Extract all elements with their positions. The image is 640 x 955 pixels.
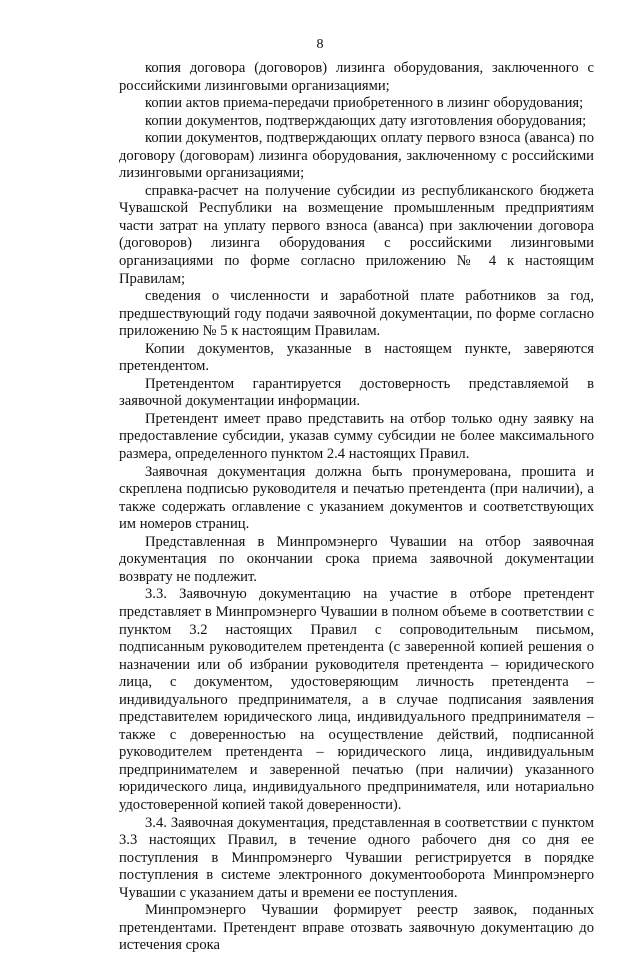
paragraph-registry: Минпромэнерго Чувашии формирует реестр заявок, поданных претендентами. Претендент вправе отозвать заявочную документацию до истечения срока <box>119 902 594 954</box>
paragraph-numbering: Заявочная документация должна быть пронумерована, прошита и скреплена подписью руководителя и печатью претендента (при наличии), а также содержать оглавление с указанием документов и соответствующих им номеров страниц. <box>119 463 594 533</box>
paragraph-copies-certified: Копии документов, указанные в настоящем пункте, заверяются претендентом. <box>119 340 594 375</box>
paragraph-one-application: Претендент имеет право представить на отбор только одну заявку на предоставление субсидии, указав сумму субсидии не более максимального размера, определенного пунктом 2.4 настоящих Правил. <box>119 410 594 463</box>
paragraph-reliability: Претендентом гарантируется достоверность представляемой в заявочной документации информации. <box>119 375 594 410</box>
paragraph-first-payment: копии документов, подтверждающих оплату первого взноса (аванса) по договору (договорам) лизинга оборудования, заключенному с российскими лизинговыми организациями; <box>119 130 594 182</box>
paragraph-staff-info: сведения о численности и заработной плате работников за год, предшествующий году подачи заявочной документации, по форме согласно приложению № 5 к настоящим Правилам. <box>119 288 594 340</box>
paragraph-section-3-4: 3.4. Заявочная документация, представленная в соответствии с пунктом 3.3 настоящих Правил, в течение одного рабочего дня со дня ее поступления в Минпромэнерго Чувашии регистрируется в порядке поступления в системе электронного документооборота Минпромэнерго Чувашии с указанием даты и времени ее поступления. <box>119 814 594 901</box>
paragraph-manufacture-date: копии документов, подтверждающих дату изготовления оборудования; <box>145 112 587 129</box>
document-body <box>119 60 594 955</box>
paragraph-subsidy-calculation: справка-расчет на получение субсидии из республиканского бюджета Чувашской Республики на возмещение промышленным предприятиям части затрат на уплату первого взноса (аванса) при заключении договора (договоров) лизинга оборудования с российскими лизинговыми организациями по форме согласно приложению № 4 к настоящим Правилам; <box>119 182 594 287</box>
paragraph-no-return: Представленная в Минпромэнерго Чувашии на отбор заявочная документация по окончании срока приема заявочной документации возврату не подлежит. <box>119 533 594 585</box>
paragraph-leasing-contract-copy: копия договора (договоров) лизинга оборудования, заключенного с российскими лизинговыми организациями; <box>119 60 594 94</box>
paragraph-acceptance-acts: копии актов приема-передачи приобретенного в лизинг оборудования; <box>145 95 584 112</box>
page-number: 8 <box>316 37 324 52</box>
paragraph-section-3-3: 3.3. Заявочную документацию на участие в отборе претендент представляет в Минпромэнерго Чувашии в полном объеме в соответствии с пунктом 3.2 настоящих Правил с сопроводительным письмом, подписанным руководителем претендента (с заверенной копией решения о назначении или об избрании руководителя претендента – юридического лица, с документом, удостоверяющим личность претендента – индивидуального предпринимателя, а в случае подписания заявления представителем юридического лица, индивидуального предпринимателя – также с доверенностью на осуществление действий, подписанной руководителем претендента – юридического лица, индивидуальным предпринимателем и заверенной печатью (при наличии) указанного юридического лица, индивидуального предпринимателя, или нотариально удостоверенной копией такой доверенности). <box>119 586 594 813</box>
